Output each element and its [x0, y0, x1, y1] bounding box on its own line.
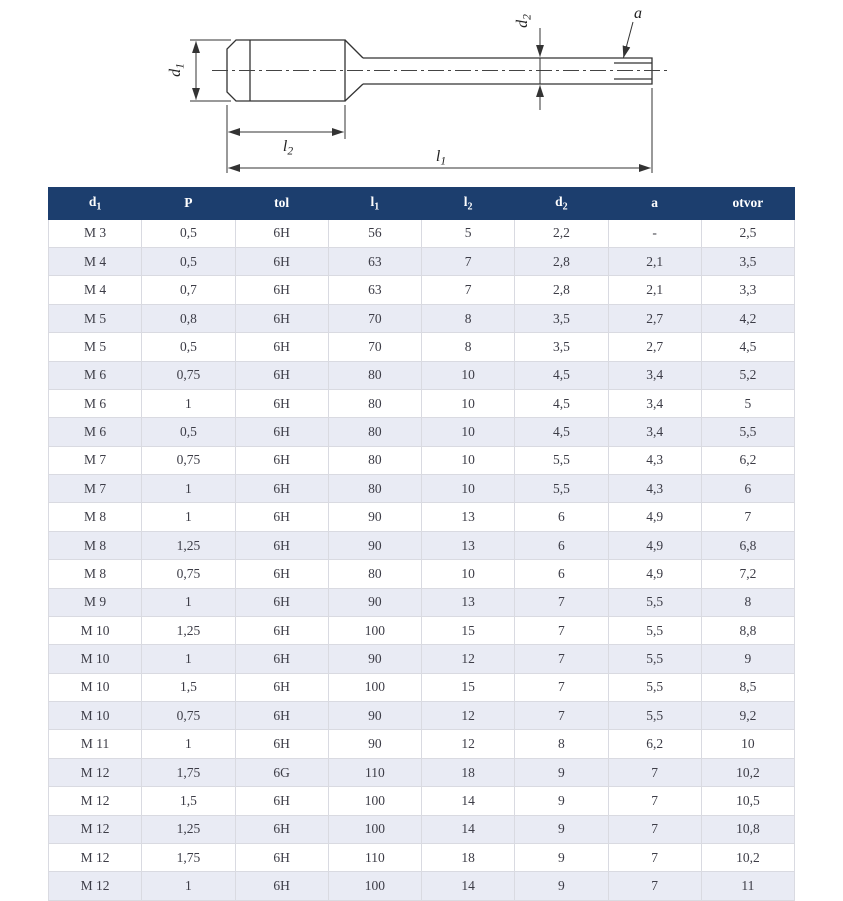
table-cell: 6H — [235, 815, 328, 843]
table-cell: 6H — [235, 361, 328, 389]
table-cell: M 8 — [49, 503, 142, 531]
table-cell: 6H — [235, 787, 328, 815]
table-cell: 0,5 — [142, 333, 235, 361]
table-cell: 10,2 — [701, 843, 794, 871]
table-row — [49, 787, 795, 815]
table-cell: 2,5 — [701, 219, 794, 247]
transition-bottom — [345, 84, 363, 101]
table-cell: 6 — [701, 475, 794, 503]
table-cell: M 10 — [49, 702, 142, 730]
table-cell: 6H — [235, 219, 328, 247]
table-cell: 63 — [328, 276, 421, 304]
table-row — [49, 702, 795, 730]
table-cell: 5,5 — [701, 418, 794, 446]
table-row — [49, 418, 795, 446]
table-cell: 10,8 — [701, 815, 794, 843]
table-cell: 1,25 — [142, 531, 235, 559]
table-cell: 9 — [515, 872, 608, 900]
table-cell: 2,1 — [608, 248, 701, 276]
table-cell: 3,5 — [701, 248, 794, 276]
table-cell: M 7 — [49, 475, 142, 503]
table-cell: 63 — [328, 248, 421, 276]
table-row — [49, 304, 795, 332]
table-cell: M 12 — [49, 872, 142, 900]
column-header: $d_2$ — [515, 188, 608, 220]
table-cell: M 8 — [49, 560, 142, 588]
table-cell: M 12 — [49, 815, 142, 843]
table-cell: 6H — [235, 843, 328, 871]
table-cell: 80 — [328, 389, 421, 417]
table-cell: 100 — [328, 872, 421, 900]
technical-drawing — [0, 0, 843, 185]
table-cell: 6H — [235, 276, 328, 304]
table-cell: 6H — [235, 702, 328, 730]
table-cell: 90 — [328, 702, 421, 730]
column-header: $d_1$ — [49, 188, 142, 220]
table-row — [49, 389, 795, 417]
table-cell: 10 — [422, 475, 515, 503]
table-cell: 3,4 — [608, 361, 701, 389]
table-cell: M 6 — [49, 418, 142, 446]
table-cell: 6H — [235, 503, 328, 531]
label-a: a — [634, 5, 642, 22]
table-cell: 5,5 — [608, 616, 701, 644]
table-cell: 6H — [235, 645, 328, 673]
table-cell: 15 — [422, 673, 515, 701]
table-cell: M 8 — [49, 531, 142, 559]
column-header: a — [608, 188, 701, 220]
table-cell: 6 — [515, 531, 608, 559]
table-cell: 8 — [515, 730, 608, 758]
table-cell: 7 — [608, 872, 701, 900]
table-cell: 3,4 — [608, 418, 701, 446]
table-cell: M 4 — [49, 248, 142, 276]
table-row — [49, 503, 795, 531]
table-cell: 8,8 — [701, 616, 794, 644]
table-cell: 100 — [328, 616, 421, 644]
table-cell: 9 — [515, 815, 608, 843]
table-cell: 14 — [422, 872, 515, 900]
table-cell: 6H — [235, 446, 328, 474]
table-cell: 9 — [515, 843, 608, 871]
label-d1: $d_1$ — [167, 63, 187, 77]
dimension-labels — [167, 5, 642, 168]
table-cell: 110 — [328, 843, 421, 871]
table-cell: 1 — [142, 645, 235, 673]
table-cell: 2,8 — [515, 276, 608, 304]
table-cell: 0,5 — [142, 418, 235, 446]
spec-table — [48, 187, 795, 901]
table-cell: 7 — [608, 758, 701, 786]
table-cell: M 3 — [49, 219, 142, 247]
table-cell: 3,5 — [515, 333, 608, 361]
table-cell: 10 — [701, 730, 794, 758]
table-cell: 10 — [422, 389, 515, 417]
table-cell: 7 — [608, 787, 701, 815]
table-cell: 15 — [422, 616, 515, 644]
table-cell: 12 — [422, 702, 515, 730]
table-cell: 56 — [328, 219, 421, 247]
table-cell: 5,5 — [608, 702, 701, 730]
table-cell: 0,8 — [142, 304, 235, 332]
table-cell: 2,7 — [608, 304, 701, 332]
table-cell: 10,5 — [701, 787, 794, 815]
table-cell: 3,4 — [608, 389, 701, 417]
table-cell: M 7 — [49, 446, 142, 474]
table-cell: 6H — [235, 730, 328, 758]
table-cell: 10,2 — [701, 758, 794, 786]
table-cell: 10 — [422, 361, 515, 389]
table-cell: 0,5 — [142, 219, 235, 247]
table-cell: 6 — [515, 503, 608, 531]
label-d2: $d_2$ — [514, 14, 534, 28]
table-cell: 18 — [422, 843, 515, 871]
table-cell: 7 — [515, 702, 608, 730]
table-cell: 6H — [235, 531, 328, 559]
table-cell: 6H — [235, 248, 328, 276]
table-row — [49, 730, 795, 758]
table-cell: 13 — [422, 531, 515, 559]
table-cell: - — [608, 219, 701, 247]
table-cell: M 10 — [49, 673, 142, 701]
table-cell: 1,5 — [142, 787, 235, 815]
table-cell: 7 — [515, 588, 608, 616]
table-cell: 0,5 — [142, 248, 235, 276]
table-row — [49, 815, 795, 843]
table-cell: 2,8 — [515, 248, 608, 276]
table-cell: 6G — [235, 758, 328, 786]
table-header-row — [49, 188, 795, 220]
table-cell: 18 — [422, 758, 515, 786]
table-row — [49, 361, 795, 389]
table-cell: 80 — [328, 418, 421, 446]
table-cell: 5 — [701, 389, 794, 417]
table-cell: 1 — [142, 872, 235, 900]
table-cell: 6H — [235, 673, 328, 701]
table-cell: 3,5 — [515, 304, 608, 332]
table-cell: 1,75 — [142, 758, 235, 786]
table-row — [49, 560, 795, 588]
table-cell: 70 — [328, 304, 421, 332]
table-cell: 100 — [328, 673, 421, 701]
table-cell: 90 — [328, 503, 421, 531]
table-cell: 8 — [422, 333, 515, 361]
table-cell: 6H — [235, 389, 328, 417]
table-cell: 4,3 — [608, 446, 701, 474]
table-cell: 12 — [422, 645, 515, 673]
table-row — [49, 531, 795, 559]
table-cell: 90 — [328, 531, 421, 559]
table-cell: 1 — [142, 503, 235, 531]
table-cell: 0,75 — [142, 446, 235, 474]
table-row — [49, 616, 795, 644]
table-cell: 10 — [422, 560, 515, 588]
table-cell: 7 — [422, 248, 515, 276]
table-cell: 100 — [328, 815, 421, 843]
table-cell: M 6 — [49, 389, 142, 417]
table-cell: 9,2 — [701, 702, 794, 730]
table-cell: 7 — [422, 276, 515, 304]
column-header: otvor — [701, 188, 794, 220]
table-cell: 8 — [701, 588, 794, 616]
table-row — [49, 872, 795, 900]
table-cell: 5,5 — [515, 446, 608, 474]
table-row — [49, 446, 795, 474]
table-cell: 5,2 — [701, 361, 794, 389]
label-l1: $l_1$ — [435, 148, 447, 168]
table-cell: 5,5 — [608, 673, 701, 701]
table-cell: 6H — [235, 560, 328, 588]
table-cell: 7 — [608, 843, 701, 871]
table-row — [49, 276, 795, 304]
table-cell: 4,9 — [608, 531, 701, 559]
table-row — [49, 588, 795, 616]
table-row — [49, 673, 795, 701]
table-cell: 3,3 — [701, 276, 794, 304]
table-cell: 7 — [515, 616, 608, 644]
table-cell: 4,3 — [608, 475, 701, 503]
table-cell: 6H — [235, 418, 328, 446]
table-cell: 1,75 — [142, 843, 235, 871]
table-row — [49, 645, 795, 673]
table-cell: 5 — [422, 219, 515, 247]
table-cell: M 12 — [49, 787, 142, 815]
table-cell: 90 — [328, 588, 421, 616]
table-cell: 4,5 — [515, 418, 608, 446]
table-cell: 1,25 — [142, 815, 235, 843]
table-cell: 0,75 — [142, 560, 235, 588]
table-cell: 0,7 — [142, 276, 235, 304]
table-cell: 10 — [422, 446, 515, 474]
table-cell: 6H — [235, 616, 328, 644]
table-cell: 2,2 — [515, 219, 608, 247]
table-cell: 9 — [701, 645, 794, 673]
table-cell: 9 — [515, 787, 608, 815]
table-cell: 11 — [701, 872, 794, 900]
table-cell: 1,25 — [142, 616, 235, 644]
table-cell: 7 — [515, 645, 608, 673]
table-cell: 5,5 — [515, 475, 608, 503]
table-cell: M 5 — [49, 333, 142, 361]
table-cell: M 11 — [49, 730, 142, 758]
table-cell: 13 — [422, 588, 515, 616]
table-cell: 2,7 — [608, 333, 701, 361]
table-cell: 8 — [422, 304, 515, 332]
table-row — [49, 758, 795, 786]
table-cell: 1 — [142, 588, 235, 616]
table-cell: 100 — [328, 787, 421, 815]
table-cell: 6H — [235, 588, 328, 616]
table-cell: 14 — [422, 787, 515, 815]
table-cell: 6,2 — [701, 446, 794, 474]
table-cell: 4,5 — [515, 389, 608, 417]
column-header: P — [142, 188, 235, 220]
table-cell: 7 — [515, 673, 608, 701]
label-l2: $l_2$ — [282, 138, 294, 158]
table-cell: 5,5 — [608, 588, 701, 616]
table-cell: 80 — [328, 560, 421, 588]
table-cell: 10 — [422, 418, 515, 446]
table-cell: M 9 — [49, 588, 142, 616]
column-header: $l_1$ — [328, 188, 421, 220]
column-header: tol — [235, 188, 328, 220]
table-cell: 14 — [422, 815, 515, 843]
table-cell: 7,2 — [701, 560, 794, 588]
table-cell: 4,2 — [701, 304, 794, 332]
table-cell: M 12 — [49, 843, 142, 871]
table-cell: 6H — [235, 304, 328, 332]
table-cell: 4,9 — [608, 503, 701, 531]
table-cell: 0,75 — [142, 361, 235, 389]
table-row — [49, 248, 795, 276]
table-cell: 1 — [142, 389, 235, 417]
table-row — [49, 219, 795, 247]
table-cell: 1 — [142, 730, 235, 758]
table-cell: 6H — [235, 475, 328, 503]
table-cell: 80 — [328, 475, 421, 503]
table-cell: M 5 — [49, 304, 142, 332]
table-cell: 12 — [422, 730, 515, 758]
table-cell: 1,5 — [142, 673, 235, 701]
table-row — [49, 843, 795, 871]
table-cell: 5,5 — [608, 645, 701, 673]
table-cell: 70 — [328, 333, 421, 361]
table-cell: M 4 — [49, 276, 142, 304]
table-cell: 13 — [422, 503, 515, 531]
table-cell: M 10 — [49, 645, 142, 673]
transition-top — [345, 40, 363, 58]
table-cell: 7 — [608, 815, 701, 843]
table-cell: 80 — [328, 446, 421, 474]
table-cell: 7 — [701, 503, 794, 531]
table-cell: 90 — [328, 645, 421, 673]
table-row — [49, 333, 795, 361]
table-cell: 9 — [515, 758, 608, 786]
table-cell: 6,2 — [608, 730, 701, 758]
table-row — [49, 475, 795, 503]
table-cell: 90 — [328, 730, 421, 758]
table-cell: 6H — [235, 333, 328, 361]
table-cell: 0,75 — [142, 702, 235, 730]
table-cell: 6 — [515, 560, 608, 588]
table-cell: 110 — [328, 758, 421, 786]
table-cell: 80 — [328, 361, 421, 389]
table-cell: 4,5 — [701, 333, 794, 361]
table-cell: M 6 — [49, 361, 142, 389]
table-cell: 6,8 — [701, 531, 794, 559]
column-header: $l_2$ — [422, 188, 515, 220]
table-cell: M 12 — [49, 758, 142, 786]
table-cell: 8,5 — [701, 673, 794, 701]
table-cell: 2,1 — [608, 276, 701, 304]
table-cell: 4,5 — [515, 361, 608, 389]
dimension-lines — [190, 22, 652, 173]
table-cell: M 10 — [49, 616, 142, 644]
table-cell: 4,9 — [608, 560, 701, 588]
tap-drawing-svg — [0, 0, 843, 185]
table-cell: 1 — [142, 475, 235, 503]
table-cell: 6H — [235, 872, 328, 900]
